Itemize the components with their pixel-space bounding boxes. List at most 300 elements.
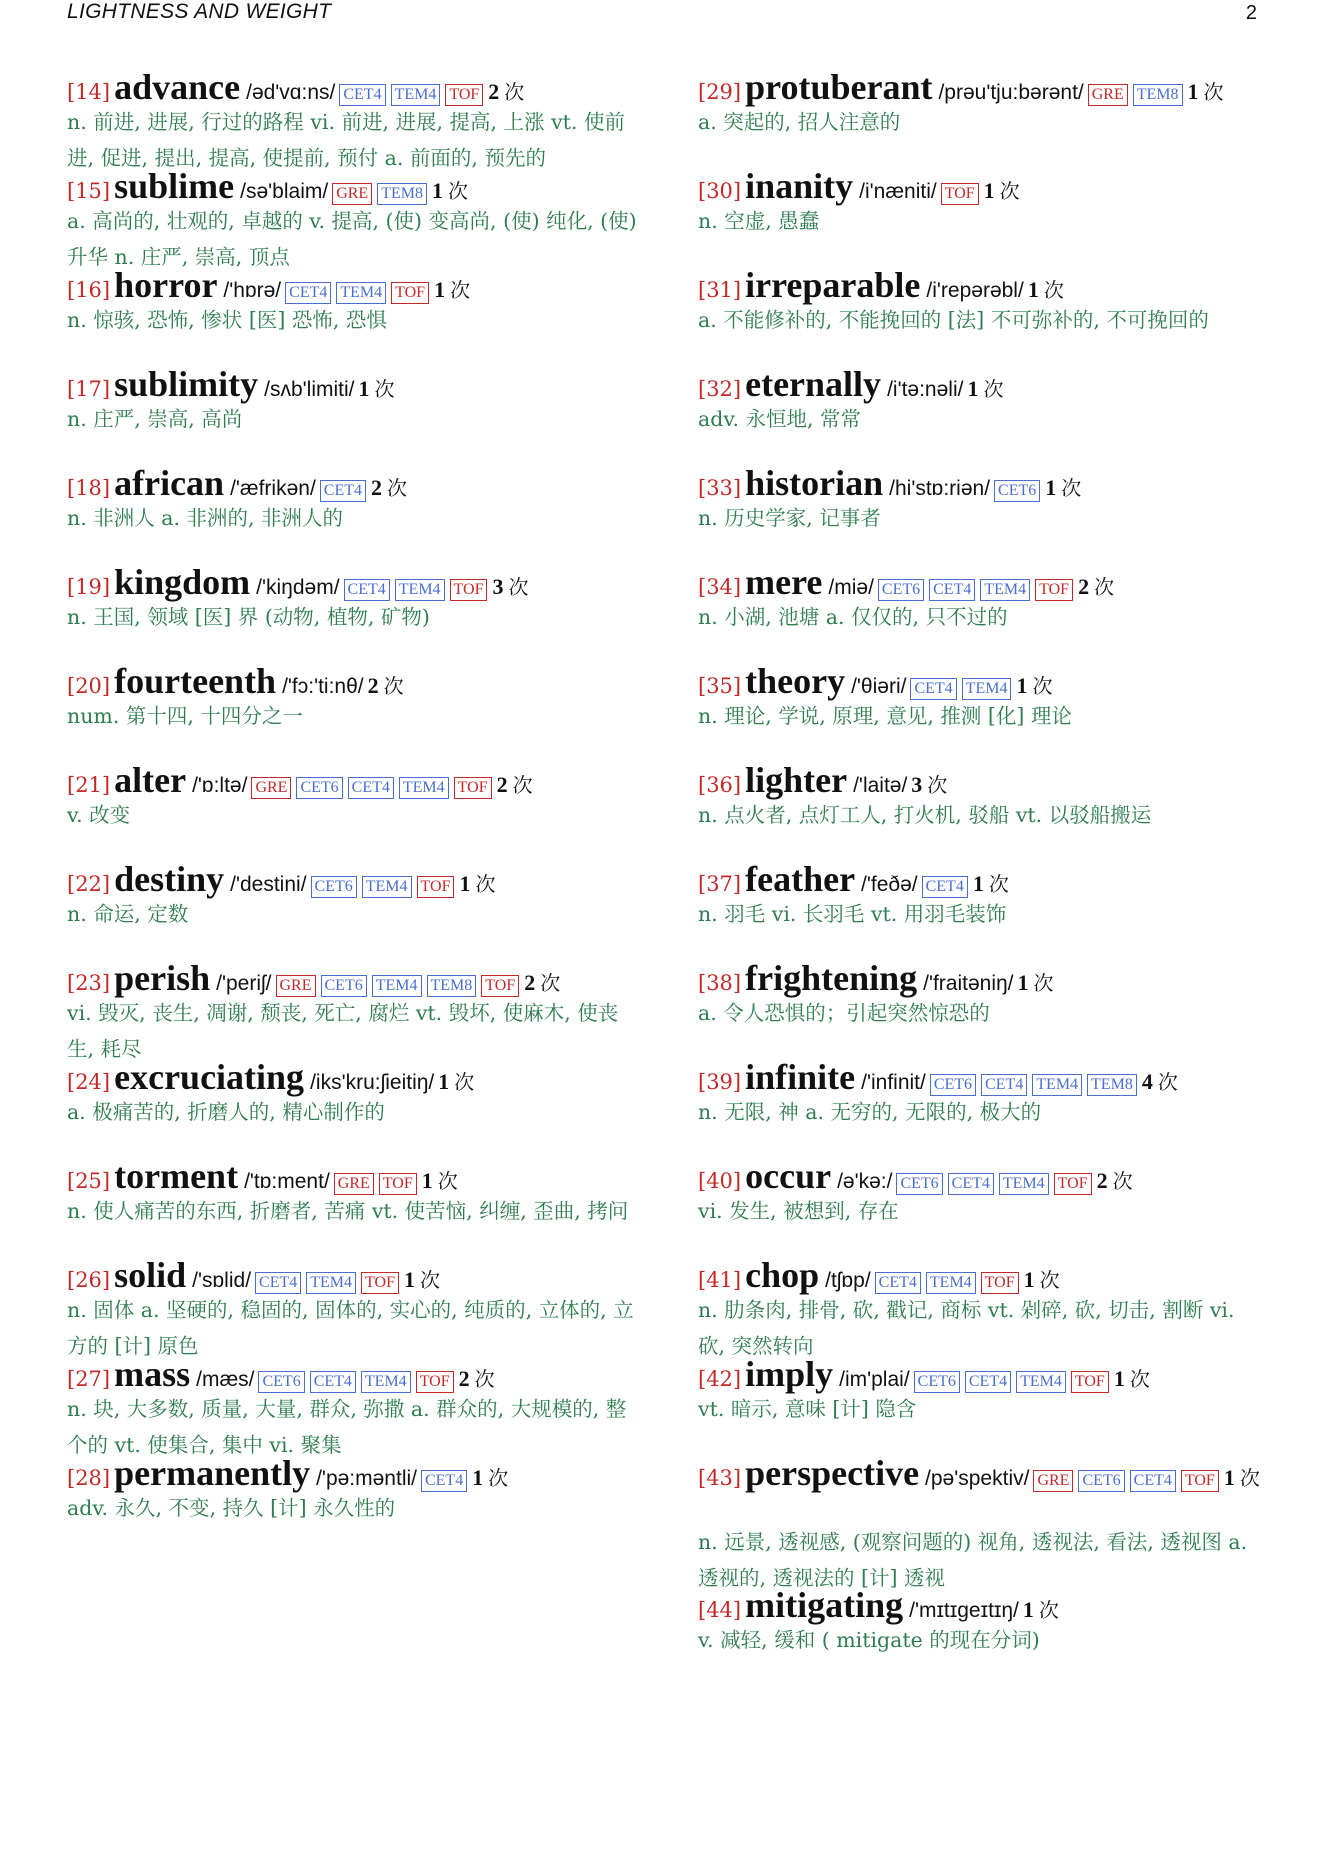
frequency — [1016, 670, 1052, 699]
exam-tag-cet4: CET4 — [320, 480, 366, 502]
exam-tag-cet6: CET6 — [930, 1074, 976, 1096]
exam-tag-cet4: CET4 — [285, 282, 331, 304]
frequency-count: 1 — [358, 376, 370, 401]
pronunciation: /i'tə:nəli/ — [887, 378, 964, 401]
exam-tag-cet6: CET6 — [914, 1371, 960, 1393]
entry-index: [42] — [698, 1367, 742, 1391]
exam-tag-cet4: CET4 — [965, 1371, 1011, 1393]
headword-line — [67, 660, 637, 700]
vocab-entry — [67, 858, 637, 957]
frequency-count: 1 — [431, 178, 443, 203]
page-number: 2 — [1245, 2, 1257, 24]
exam-tag-tof: TOF — [391, 282, 429, 304]
exam-tag-cet6: CET6 — [258, 1371, 304, 1393]
exam-tag-tem4: TEM4 — [306, 1272, 356, 1294]
vocab-entry — [698, 1254, 1268, 1358]
definition: n. 庄严, 崇高, 高尚 — [67, 407, 243, 431]
frequency — [459, 1363, 495, 1392]
definition: n. 历史学家, 记事者 — [698, 506, 881, 530]
frequency-unit: 次 — [512, 773, 533, 797]
definition: vi. 发生, 被想到, 存在 — [698, 1199, 899, 1223]
entry-index: [27] — [67, 1367, 111, 1391]
entry-index: [18] — [67, 476, 111, 500]
pronunciation: /'destini/ — [230, 873, 307, 896]
frequency — [497, 769, 533, 798]
exam-tag-tem4: TEM4 — [361, 1371, 411, 1393]
frequency-unit: 次 — [1157, 1070, 1178, 1094]
exam-tag-tof: TOF — [361, 1272, 399, 1294]
headword-line — [67, 264, 637, 304]
headword: kingdom — [114, 562, 251, 602]
vocab-entry — [67, 1353, 637, 1457]
definition: v. 减轻, 缓和 ( mitigate 的现在分词) — [698, 1628, 1040, 1652]
entry-index: [20] — [67, 674, 111, 698]
exam-tag-tem4: TEM4 — [391, 84, 441, 106]
headword-line — [67, 759, 637, 799]
exam-tag-cet4: CET4 — [922, 876, 968, 898]
frequency — [438, 1066, 474, 1095]
vocab-entry — [698, 66, 1268, 165]
frequency-unit: 次 — [419, 1268, 440, 1292]
frequency — [1018, 967, 1054, 996]
headword-line — [67, 1452, 637, 1492]
frequency-count: 1 — [438, 1069, 450, 1094]
entry-index: [43] — [698, 1466, 742, 1490]
headword-line — [698, 1155, 1268, 1195]
headword: frightening — [745, 958, 918, 998]
entry-index: [28] — [67, 1466, 111, 1490]
exam-tag-tem4: TEM4 — [336, 282, 386, 304]
pronunciation: /tʃɒp/ — [825, 1269, 871, 1292]
headword: occur — [745, 1156, 832, 1196]
frequency-count: 1 — [459, 871, 471, 896]
entry-index: [30] — [698, 179, 742, 203]
headword: destiny — [114, 859, 225, 899]
headword: solid — [114, 1255, 187, 1295]
frequency-count: 1 — [1187, 79, 1199, 104]
vocab-entry — [67, 561, 637, 660]
vocab-entry — [698, 1452, 1268, 1590]
exam-tag-tof: TOF — [417, 876, 455, 898]
frequency — [984, 175, 1020, 204]
definition: v. 改变 — [67, 803, 131, 827]
frequency-count: 4 — [1141, 1069, 1153, 1094]
exam-tag-tof: TOF — [450, 579, 488, 601]
frequency-unit: 次 — [504, 80, 525, 104]
frequency — [368, 670, 404, 699]
headword: mass — [114, 1354, 191, 1394]
pronunciation: /mæs/ — [196, 1368, 255, 1391]
vocab-entry — [698, 1155, 1268, 1254]
frequency — [911, 769, 947, 798]
entry-index: [40] — [698, 1169, 742, 1193]
frequency-count: 2 — [524, 970, 536, 995]
vocab-entry — [67, 363, 637, 462]
headword-line — [67, 1254, 637, 1294]
pronunciation: /'hɒrə/ — [223, 279, 282, 302]
frequency-count: 1 — [434, 277, 446, 302]
definition: n. 理论, 学说, 原理, 意见, 推测 [化] 理论 — [698, 704, 1072, 728]
entry-index: [14] — [67, 80, 111, 104]
pronunciation: /'kiŋdəm/ — [256, 576, 340, 599]
vocab-entry — [67, 66, 637, 170]
frequency — [1045, 472, 1081, 501]
exam-tag-cet4: CET4 — [948, 1173, 994, 1195]
frequency-count: 1 — [1023, 1267, 1035, 1292]
exam-tag-tem4: TEM4 — [399, 777, 449, 799]
entry-index: [25] — [67, 1169, 111, 1193]
vocab-entry — [698, 759, 1268, 858]
pronunciation: /i'næniti/ — [859, 180, 937, 203]
definition: a. 极痛苦的, 折磨人的, 精心制作的 — [67, 1100, 385, 1124]
frequency-count: 1 — [1017, 970, 1029, 995]
headword: infinite — [745, 1057, 856, 1097]
frequency-unit: 次 — [488, 1466, 509, 1490]
headword-line — [698, 1584, 1268, 1624]
exam-tag-tem4: TEM4 — [362, 876, 412, 898]
exam-tag-cet4: CET4 — [1130, 1470, 1176, 1492]
vocab-entry — [67, 1452, 637, 1551]
frequency-unit: 次 — [1203, 80, 1224, 104]
headword: advance — [114, 67, 241, 107]
frequency — [434, 274, 470, 303]
frequency — [973, 868, 1009, 897]
headword-line — [67, 957, 637, 997]
headword-line — [698, 1353, 1268, 1393]
headword: alter — [114, 760, 187, 800]
pronunciation: /'pə:məntli/ — [316, 1467, 417, 1490]
exam-tag-cet4: CET4 — [310, 1371, 356, 1393]
entry-index: [21] — [67, 773, 111, 797]
definition: n. 小湖, 池塘 a. 仅仅的, 只不过的 — [698, 605, 1008, 629]
definition: n. 远景, 透视感, (观察问题的) 视角, 透视法, 看法, 透视图 a. 透视的, 透视法的 [计] 透视 — [698, 1530, 1248, 1590]
frequency-count: 2 — [488, 79, 500, 104]
exam-tag-tof: TOF — [1071, 1371, 1109, 1393]
entry-index: [39] — [698, 1070, 742, 1094]
frequency-unit: 次 — [450, 278, 471, 302]
frequency — [459, 868, 495, 897]
exam-tag-tof: TOF — [416, 1371, 454, 1393]
exam-tag-cet4: CET4 — [929, 579, 975, 601]
vocab-entry — [698, 957, 1268, 1056]
pronunciation: /sə'blaim/ — [240, 180, 329, 203]
definition: n. 使人痛苦的东西, 折磨者, 苦痛 vt. 使苦恼, 纠缠, 歪曲, 拷问 — [67, 1199, 629, 1223]
vocab-entry — [698, 561, 1268, 660]
definition: n. 王国, 领域 [医] 界 (动物, 植物, 矿物) — [67, 605, 430, 629]
exam-tag-cet4: CET4 — [981, 1074, 1027, 1096]
frequency — [432, 175, 468, 204]
entry-index: [29] — [698, 80, 742, 104]
frequency-unit: 次 — [447, 179, 468, 203]
definition: n. 前进, 进展, 行过的路程 vi. 前进, 进展, 提高, 上涨 vt. 使前进, 促进, 提出, 提高, 使提前, 预付 a. 前面的, 预先的 — [67, 110, 625, 170]
frequency — [1188, 76, 1224, 105]
headword: torment — [114, 1156, 239, 1196]
vocab-entry — [698, 264, 1268, 363]
exam-tag-gre: GRE — [251, 777, 291, 799]
definition: vt. 暗示, 意味 [计] 隐含 — [698, 1397, 917, 1421]
entry-index: [36] — [698, 773, 742, 797]
frequency-unit: 次 — [927, 773, 948, 797]
headword: sublimity — [114, 364, 259, 404]
exam-tag-tem8: TEM8 — [1087, 1074, 1137, 1096]
exam-tag-cet4: CET4 — [344, 579, 390, 601]
frequency-count: 2 — [458, 1366, 470, 1391]
entry-index: [24] — [67, 1070, 111, 1094]
frequency — [404, 1264, 440, 1293]
exam-tag-cet6: CET6 — [994, 480, 1040, 502]
frequency-count: 1 — [1027, 277, 1039, 302]
definition: num. 第十四, 十四分之一 — [67, 704, 303, 728]
definition: n. 固体 a. 坚硬的, 稳固的, 固体的, 实心的, 纯质的, 立体的, 立方的 [计] 原色 — [67, 1298, 634, 1358]
frequency — [524, 967, 560, 996]
entry-index: [16] — [67, 278, 111, 302]
definition: a. 不能修补的, 不能挽回的 [法] 不可弥补的, 不可挽回的 — [698, 308, 1209, 332]
vocab-entry — [67, 957, 637, 1061]
frequency — [371, 472, 407, 501]
page-header — [67, 0, 1257, 30]
definition: n. 空虚, 愚蠢 — [698, 209, 820, 233]
headword-line — [698, 561, 1268, 601]
exam-tag-cet6: CET6 — [311, 876, 357, 898]
frequency — [1024, 1264, 1060, 1293]
pronunciation: /'feðə/ — [861, 873, 918, 896]
exam-tag-gre: GRE — [1033, 1470, 1073, 1492]
definition: n. 非洲人 a. 非洲的, 非洲人的 — [67, 506, 344, 530]
entry-index: [22] — [67, 872, 111, 896]
pronunciation: /əd'vɑ:ns/ — [246, 81, 336, 104]
pronunciation: /'fɔ:'ti:nθ/ — [282, 675, 364, 698]
exam-tag-cet6: CET6 — [896, 1173, 942, 1195]
entry-index: [35] — [698, 674, 742, 698]
headword-line — [698, 1452, 1268, 1526]
vocab-entry — [698, 165, 1268, 264]
exam-tag-tof: TOF — [1035, 579, 1073, 601]
headword: perish — [114, 958, 211, 998]
entry-index: [17] — [67, 377, 111, 401]
exam-tag-gre: GRE — [276, 975, 316, 997]
exam-tag-tof: TOF — [454, 777, 492, 799]
exam-tag-tof: TOF — [481, 975, 519, 997]
headword-line — [698, 165, 1268, 205]
exam-tag-tem4: TEM4 — [926, 1272, 976, 1294]
definition: n. 点火者, 点灯工人, 打火机, 驳船 vt. 以驳船搬运 — [698, 803, 1152, 827]
frequency — [422, 1165, 458, 1194]
entry-index: [19] — [67, 575, 111, 599]
exam-tag-cet6: CET6 — [321, 975, 367, 997]
frequency-unit: 次 — [1094, 575, 1115, 599]
frequency-count: 1 — [421, 1168, 433, 1193]
headword-line — [698, 660, 1268, 700]
vocab-entry — [67, 660, 637, 759]
frequency — [1028, 274, 1064, 303]
vocab-entry — [698, 462, 1268, 561]
exam-tag-tem4: TEM4 — [1016, 1371, 1066, 1393]
right-column — [698, 66, 1268, 1683]
headword-line — [67, 462, 637, 502]
headword-line — [698, 66, 1268, 106]
exam-tag-cet4: CET4 — [348, 777, 394, 799]
headword: theory — [745, 661, 846, 701]
definition: adv. 永恒地, 常常 — [698, 407, 862, 431]
frequency-count: 1 — [1022, 1597, 1034, 1622]
frequency-unit: 次 — [475, 872, 496, 896]
headword: mitigating — [745, 1585, 904, 1625]
headword: permanently — [114, 1453, 311, 1493]
headword: historian — [745, 463, 884, 503]
exam-tag-gre: GRE — [334, 1173, 374, 1195]
definition: n. 羽毛 vi. 长羽毛 vt. 用羽毛装饰 — [698, 902, 1007, 926]
frequency-unit: 次 — [1112, 1169, 1133, 1193]
exam-tag-cet4: CET4 — [339, 84, 385, 106]
vocab-entry — [698, 1056, 1268, 1155]
frequency-unit: 次 — [999, 179, 1020, 203]
running-title: LIGHTNESS AND WEIGHT — [67, 0, 332, 23]
frequency — [1142, 1066, 1178, 1095]
frequency — [1023, 1594, 1059, 1623]
frequency-count: 3 — [911, 772, 923, 797]
exam-tag-cet4: CET4 — [255, 1272, 301, 1294]
definition: n. 命运, 定数 — [67, 902, 189, 926]
pronunciation: /'laitə/ — [853, 774, 908, 797]
pronunciation: /'tɒ:ment/ — [244, 1170, 330, 1193]
entry-index: [38] — [698, 971, 742, 995]
headword: fourteenth — [114, 661, 277, 701]
frequency-count: 2 — [1078, 574, 1090, 599]
exam-tag-cet6: CET6 — [878, 579, 924, 601]
definition: n. 块, 大多数, 质量, 大量, 群众, 弥撒 a. 群众的, 大规模的, 整个的 vt. 使集合, 集中 vi. 聚集 — [67, 1397, 627, 1457]
vocab-entry — [67, 462, 637, 561]
definition: a. 令人恐惧的；引起突然惊恐的 — [698, 1001, 990, 1025]
vocab-entry — [698, 1353, 1268, 1452]
frequency — [1097, 1165, 1133, 1194]
frequency-unit: 次 — [540, 971, 561, 995]
entry-index: [26] — [67, 1268, 111, 1292]
headword-line — [67, 1056, 637, 1096]
exam-tag-cet6: CET6 — [1078, 1470, 1124, 1492]
entry-index: [34] — [698, 575, 742, 599]
headword: eternally — [745, 364, 882, 404]
headword: lighter — [745, 760, 848, 800]
exam-tag-cet4: CET4 — [421, 1470, 467, 1492]
headword-line — [698, 1254, 1268, 1294]
headword: horror — [114, 265, 218, 305]
headword-line — [67, 363, 637, 403]
headword-line — [698, 1056, 1268, 1096]
exam-tag-tem4: TEM4 — [999, 1173, 1049, 1195]
frequency-count: 1 — [972, 871, 984, 896]
exam-tag-cet6: CET6 — [296, 777, 342, 799]
entry-index: [44] — [698, 1598, 742, 1622]
frequency-count: 1 — [967, 376, 979, 401]
headword: excruciating — [114, 1057, 305, 1097]
exam-tag-tof: TOF — [1181, 1470, 1219, 1492]
headword: inanity — [745, 166, 854, 206]
entry-index: [31] — [698, 278, 742, 302]
vocab-entry — [698, 858, 1268, 957]
pronunciation: /ə'kə:/ — [837, 1170, 893, 1193]
exam-tag-cet4: CET4 — [910, 678, 956, 700]
frequency-count: 1 — [1113, 1366, 1125, 1391]
definition: a. 高尚的, 壮观的, 卓越的 v. 提高, (使) 变高尚, (使) 纯化, (使) 升华 n. 庄严, 崇高, 顶点 — [67, 209, 637, 269]
frequency — [492, 571, 528, 600]
definition: n. 无限, 神 a. 无穷的, 无限的, 极大的 — [698, 1100, 1042, 1124]
vocab-entry — [67, 1056, 637, 1155]
definition: n. 惊骇, 恐怖, 惨状 [医] 恐怖, 恐惧 — [67, 308, 387, 332]
exam-tag-tem4: TEM4 — [980, 579, 1030, 601]
pronunciation: /'infinit/ — [861, 1071, 926, 1094]
pronunciation: /i'repərəbl/ — [926, 279, 1024, 302]
frequency-unit: 次 — [1039, 1268, 1060, 1292]
vocab-entry — [698, 363, 1268, 462]
frequency-count: 1 — [403, 1267, 415, 1292]
headword-line — [698, 363, 1268, 403]
headword: sublime — [114, 166, 235, 206]
entry-index: [33] — [698, 476, 742, 500]
frequency-count: 3 — [492, 574, 504, 599]
headword-line — [698, 264, 1268, 304]
exam-tag-tem4: TEM4 — [395, 579, 445, 601]
headword-line — [67, 1353, 637, 1393]
frequency-unit: 次 — [374, 377, 395, 401]
entry-index: [41] — [698, 1268, 742, 1292]
frequency-unit: 次 — [1239, 1466, 1260, 1490]
frequency-unit: 次 — [1038, 1598, 1059, 1622]
frequency-count: 1 — [1223, 1465, 1235, 1490]
frequency — [488, 76, 524, 105]
vocab-entry — [698, 660, 1268, 759]
frequency — [472, 1462, 508, 1491]
headword: african — [114, 463, 225, 503]
exam-tag-tof: TOF — [981, 1272, 1019, 1294]
pronunciation: /im'plai/ — [839, 1368, 910, 1391]
frequency-unit: 次 — [1061, 476, 1082, 500]
pronunciation: /'ɒ:ltə/ — [192, 774, 248, 797]
exam-tag-tof: TOF — [379, 1173, 417, 1195]
pronunciation: /'mɪtɪgeɪtɪŋ/ — [909, 1599, 1019, 1622]
entry-index: [23] — [67, 971, 111, 995]
pronunciation: /'periʃ/ — [216, 972, 272, 995]
vocab-entry — [67, 1155, 637, 1254]
entry-index: [32] — [698, 377, 742, 401]
headword: feather — [745, 859, 856, 899]
pronunciation: /prəu'tju:bərənt/ — [938, 81, 1084, 104]
frequency-unit: 次 — [437, 1169, 458, 1193]
exam-tag-tem8: TEM8 — [427, 975, 477, 997]
exam-tag-gre: GRE — [332, 183, 372, 205]
frequency — [967, 373, 1003, 402]
exam-tag-tof: TOF — [1054, 1173, 1092, 1195]
headword: mere — [745, 562, 823, 602]
entry-index: [37] — [698, 872, 742, 896]
headword: irreparable — [745, 265, 921, 305]
frequency-unit: 次 — [387, 476, 407, 500]
frequency-count: 1 — [1016, 673, 1028, 698]
pronunciation: /'θiəri/ — [851, 675, 907, 698]
frequency-unit: 次 — [983, 377, 1004, 401]
exam-tag-tem4: TEM4 — [962, 678, 1012, 700]
pronunciation: /hi'stɒ:riən/ — [889, 477, 991, 500]
headword-line — [698, 957, 1268, 997]
frequency-unit: 次 — [1129, 1367, 1150, 1391]
frequency — [359, 373, 395, 402]
exam-tag-tem4: TEM4 — [372, 975, 422, 997]
definition: n. 肋条肉, 排骨, 砍, 戳记, 商标 vt. 剁碎, 砍, 切击, 割断 vi. 砍, 突然转向 — [698, 1298, 1235, 1358]
definition: a. 突起的, 招人注意的 — [698, 110, 901, 134]
frequency-count: 2 — [367, 673, 379, 698]
frequency — [1224, 1462, 1260, 1491]
headword: perspective — [745, 1453, 920, 1493]
pronunciation: /sʌb'limiti/ — [264, 378, 355, 401]
